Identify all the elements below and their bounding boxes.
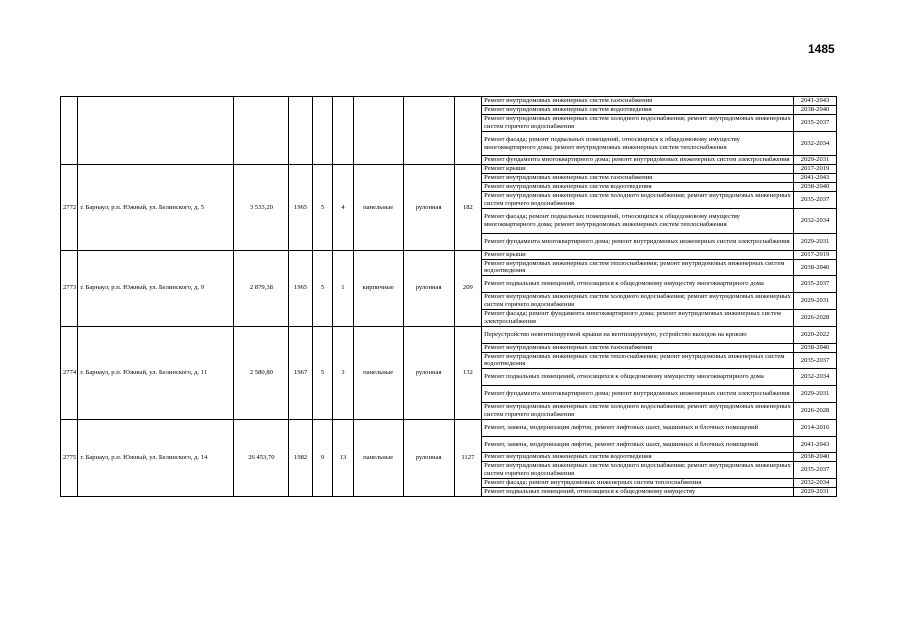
house-area [234,97,289,165]
house-number: 2772 [61,165,78,250]
house-address: г. Барнаул, р.п. Южный, ул. Белинского, д. 11 [78,326,234,419]
work-name: Ремонт внутридомовых инженерных систем холодного водоснабжения; ремонт внутридомовых инженерных систем горячего водоснабжения [482,293,794,310]
house-floors: 5 [312,250,332,326]
house-year: 1967 [289,326,312,419]
work-period: 2035-2037 [794,462,837,479]
house-entrances: 13 [333,419,353,496]
house-residents: 209 [454,250,482,326]
house-entrances [333,97,353,165]
house-floors: 5 [312,165,332,250]
work-name: Ремонт фасада; ремонт подвальных помещений, относящихся к общедомовому имуществу многоквартирного дома; ремонт внутридомовых инженерных систем теплоснабжения [482,209,794,234]
work-period: 2038-2040 [794,106,837,115]
work-name: Ремонт, замена, модернизация лифтов, ремонт лифтовых шахт, машинных и блочных помещений [482,436,794,453]
work-row [61,165,837,174]
house-residents: 132 [454,326,482,419]
work-name: Ремонт фасада; ремонт внутридомовых инженерных систем теплоснабжения [482,479,794,488]
work-period: 2038-2040 [794,453,837,462]
house-floors: 9 [312,419,332,496]
work-row [61,97,837,106]
house-area: 3 533,20 [234,165,289,250]
house-floors [312,97,332,165]
work-period: 2032-2034 [794,479,837,488]
house-number: 2773 [61,250,78,326]
work-name: Ремонт фундамента многоквартирного дома; ремонт внутридомовых инженерных систем электроснабжения [482,386,794,403]
house-address: г. Барнаул, р.п. Южный, ул. Белинского, д. 9 [78,250,234,326]
house-residents [454,97,482,165]
capital-repair-table [60,96,837,497]
house-year: 1965 [289,250,312,326]
work-period: 2041-2043 [794,97,837,106]
work-name: Ремонт внутридомовых инженерных систем газоснабжения [482,97,794,106]
work-period: 2035-2037 [794,352,837,369]
work-period: 2035-2037 [794,192,837,209]
house-residents: 182 [454,165,482,250]
work-name: Ремонт внутридомовых инженерных систем холодного водоснабжения; ремонт внутридомовых инженерных систем горячего водоснабжения [482,115,794,132]
work-period: 2038-2040 [794,183,837,192]
work-name: Ремонт, замена, модернизация лифтов, ремонт лифтовых шахт, машинных и блочных помещений [482,419,794,436]
house-roof-type: рулонная [403,419,454,496]
work-period: 2029-2031 [794,233,837,250]
work-name: Ремонт внутридомовых инженерных систем газоснабжения [482,343,794,352]
work-name: Ремонт фасада; ремонт фундамента многоквартирного дома; ремонт внутридомовых инженерных систем электроснабжения [482,309,794,326]
work-name: Ремонт внутридомовых инженерных систем холодного водоснабжения; ремонт внутридомовых инженерных систем горячего водоснабжения [482,192,794,209]
work-name: Ремонт внутридомовых инженерных систем теплоснабжения; ремонт внутридомовых инженерных систем водоотведения [482,352,794,369]
work-period: 2026-2028 [794,309,837,326]
house-residents: 1127 [454,419,482,496]
house-number: 2775 [61,419,78,496]
house-floors: 5 [312,326,332,419]
work-period: 2029-2031 [794,488,837,497]
work-row [61,419,837,436]
work-name: Ремонт внутридомовых инженерных систем водоотведения [482,106,794,115]
house-wall-material: панельные [353,419,403,496]
work-period: 2035-2037 [794,115,837,132]
work-period: 2020-2022 [794,326,837,343]
work-name: Ремонт подвальных помещений, относящихся к общедомовому имуществу многоквартирного дома [482,369,794,386]
work-name: Ремонт подвальных помещений, относящихся к общедомовому имуществу [482,488,794,497]
work-name: Ремонт внутридомовых инженерных систем холодного водоснабжения; ремонт внутридомовых инженерных систем горячего водоснабжения [482,402,794,419]
work-period: 2032-2034 [794,209,837,234]
house-area: 26 453,70 [234,419,289,496]
work-period: 2017-2019 [794,250,837,259]
house-wall-material [353,97,403,165]
work-name: Ремонт крыши [482,250,794,259]
work-period: 2038-2040 [794,259,837,276]
house-roof-type: рулонная [403,250,454,326]
house-address: г. Барнаул, р.п. Южный, ул. Белинского, д. 14 [78,419,234,496]
work-name: Ремонт фасада; ремонт подвальных помещений, относящихся к общедомовому имуществу многоквартирного дома; ремонт внутридомовых инженерных систем теплоснабжения [482,131,794,156]
work-period: 2032-2034 [794,369,837,386]
work-name: Ремонт внутридомовых инженерных систем теплоснабжения; ремонт внутридомовых инженерных систем водоотведения [482,259,794,276]
work-period: 2026-2028 [794,402,837,419]
house-entrances: 3 [333,326,353,419]
work-name: Ремонт крыши [482,165,794,174]
house-address: г. Барнаул, р.п. Южный, ул. Белинского, д. 5 [78,165,234,250]
work-name: Ремонт внутридомовых инженерных систем водоотведения [482,183,794,192]
work-period: 2038-2040 [794,343,837,352]
work-name: Ремонт внутридомовых инженерных систем холодного водоснабжения; ремонт внутридомовых инженерных систем горячего водоснабжения [482,462,794,479]
house-wall-material: панельные [353,326,403,419]
house-area: 2 580,80 [234,326,289,419]
work-name: Ремонт подвальных помещений, относящихся к общедомовому имуществу многоквартирного дома [482,276,794,293]
house-roof-type: рулонная [403,165,454,250]
work-name: Ремонт внутридомовых инженерных систем водоотведения [482,453,794,462]
work-period: 2029-2031 [794,156,837,165]
work-period: 2041-2043 [794,174,837,183]
house-wall-material: панельные [353,165,403,250]
page-number: 1485 [808,42,835,56]
work-name: Ремонт фундамента многоквартирного дома; ремонт внутридомовых инженерных систем электроснабжения [482,233,794,250]
house-year [289,97,312,165]
work-period: 2035-2037 [794,276,837,293]
work-name: Ремонт фундамента многоквартирного дома; ремонт внутридомовых инженерных систем электроснабжения [482,156,794,165]
work-period: 2029-2031 [794,386,837,403]
house-roof-type: рулонная [403,326,454,419]
work-period: 2017-2019 [794,165,837,174]
house-year: 1965 [289,165,312,250]
house-year: 1982 [289,419,312,496]
house-roof-type [403,97,454,165]
house-entrances: 4 [333,165,353,250]
house-entrances: 1 [333,250,353,326]
house-number: 2774 [61,326,78,419]
work-row [61,250,837,259]
work-period: 2029-2031 [794,293,837,310]
house-area: 2 879,38 [234,250,289,326]
house-wall-material: кирпичные [353,250,403,326]
house-address [78,97,234,165]
work-row [61,326,837,343]
work-name: Переустройство невентилируемой крыши на вентилируемую, устройство выходов на кровлю [482,326,794,343]
work-period: 2041-2043 [794,436,837,453]
work-name: Ремонт внутридомовых инженерных систем газоснабжения [482,174,794,183]
work-period: 2014-2016 [794,419,837,436]
house-number [61,97,78,165]
work-period: 2032-2034 [794,131,837,156]
